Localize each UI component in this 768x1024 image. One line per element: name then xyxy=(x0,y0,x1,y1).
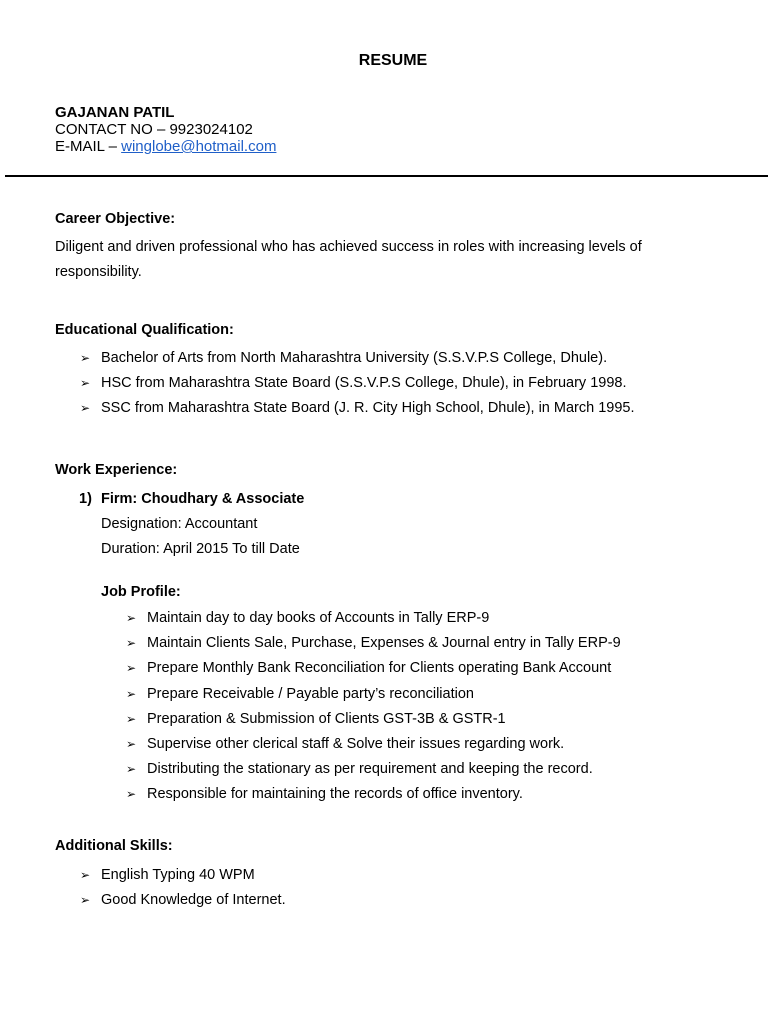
career-objective-line-2: responsibility. xyxy=(55,264,142,280)
bullet-arrow-icon: ➢ xyxy=(126,737,137,751)
contact-number: CONTACT NO – 9923024102 xyxy=(55,121,253,138)
career-objective-line-1: Diligent and driven professional who has achieved success in roles with increasing levels of xyxy=(55,239,642,255)
candidate-name: GAJANAN PATIL xyxy=(55,104,175,121)
list-item: Prepare Receivable / Payable party’s reconciliation xyxy=(147,685,474,702)
list-item: English Typing 40 WPM xyxy=(101,867,255,883)
bullet-arrow-icon: ➢ xyxy=(126,686,137,701)
job-profile-heading: Job Profile: xyxy=(101,584,181,600)
list-item: HSC from Maharashtra State Board (S.S.V.P.S College, Dhule), in February 1998. xyxy=(101,375,627,391)
duration: Duration: April 2015 To till Date xyxy=(101,541,300,557)
list-item: Supervise other clerical staff & Solve their issues regarding work. xyxy=(147,736,565,752)
page-title: RESUME xyxy=(358,52,428,69)
bullet-arrow-icon: ➢ xyxy=(80,893,91,907)
bullet-arrow-icon: ➢ xyxy=(126,636,137,651)
additional-skills-heading: Additional Skills: xyxy=(55,838,173,854)
work-experience-heading: Work Experience: xyxy=(55,462,178,478)
list-item: Maintain day to day books of Accounts in Tally ERP-9 xyxy=(147,610,490,626)
list-item: SSC from Maharashtra State Board (J. R. City High School, Dhule), in March 1995. xyxy=(101,400,635,416)
list-item: Distributing the stationary as per requirement and keeping the record. xyxy=(147,761,593,778)
list-item: Responsible for maintaining the records of office inventory. xyxy=(147,786,523,803)
list-item: Good Knowledge of Internet. xyxy=(101,892,286,908)
email-label: E-MAIL – xyxy=(55,138,122,155)
bullet-arrow-icon: ➢ xyxy=(126,711,137,726)
bullet-arrow-icon: ➢ xyxy=(126,611,137,625)
career-objective-heading: Career Objective: xyxy=(55,211,176,227)
education-heading: Educational Qualification: xyxy=(55,322,234,338)
bullet-arrow-icon: ➢ xyxy=(126,661,137,676)
bullet-arrow-icon: ➢ xyxy=(126,762,137,777)
bullet-arrow-icon: ➢ xyxy=(80,376,91,390)
list-item: Preparation & Submission of Clients GST-3B & GSTR-1 xyxy=(147,710,506,727)
email-line xyxy=(55,138,276,155)
list-item: Maintain Clients Sale, Purchase, Expenses & Journal entry in Tally ERP-9 xyxy=(147,635,621,652)
list-item: Prepare Monthly Bank Reconciliation for Clients operating Bank Account xyxy=(147,660,612,677)
bullet-arrow-icon: ➢ xyxy=(126,787,137,802)
bullet-arrow-icon: ➢ xyxy=(80,401,91,415)
bullet-arrow-icon: ➢ xyxy=(80,351,91,365)
work-item-number: 1) xyxy=(79,491,92,507)
firm-name: Firm: Choudhary & Associate xyxy=(101,491,305,507)
list-item: Bachelor of Arts from North Maharashtra University (S.S.V.P.S College, Dhule). xyxy=(101,350,608,366)
designation: Designation: Accountant xyxy=(101,516,258,532)
email-link[interactable]: winglobe@hotmail.com xyxy=(121,138,277,155)
header-divider xyxy=(5,175,768,177)
bullet-arrow-icon: ➢ xyxy=(80,868,91,882)
